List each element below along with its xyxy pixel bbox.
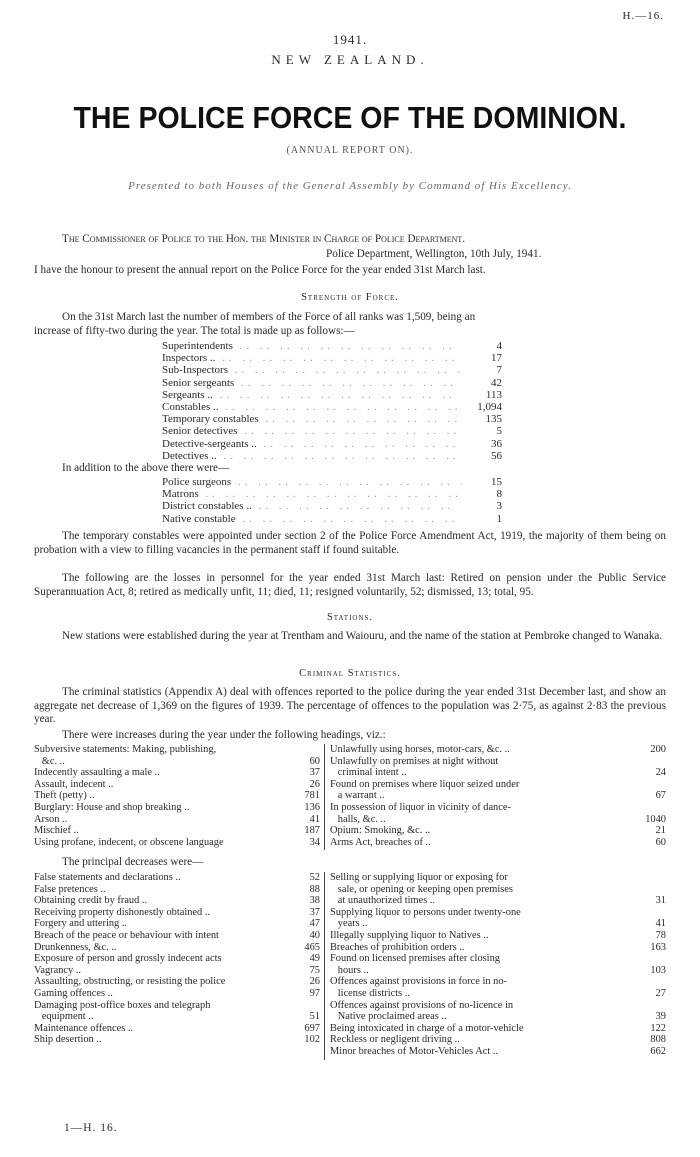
report-year: 1941. — [332, 32, 368, 47]
rank-row — [162, 438, 502, 450]
rank-value: 4 — [496, 340, 502, 352]
statistic-row — [34, 976, 320, 988]
offence-name: Offences against provisions of no-licence in — [330, 999, 514, 1011]
offence-name: Arson .. — [34, 813, 68, 825]
statistic-row — [330, 837, 666, 849]
page-subtitle: (ANNUAL REPORT ON). — [286, 145, 414, 156]
rank-row — [162, 340, 502, 352]
offence-name: Offences against provisions in force in no- — [330, 976, 507, 988]
rank-row — [162, 513, 502, 525]
rank-row — [162, 401, 502, 413]
offence-count: 187 — [304, 825, 320, 837]
stations-paragraph: New stations were established during the year at Trentham and Waiouru, and the name of the station at Pembroke changed to Wanaka. — [62, 630, 663, 642]
statistic-row — [330, 988, 666, 1000]
rank-value: 5 — [496, 425, 502, 438]
letter-address: Police Department, Wellington, 10th July, 1941. — [326, 248, 542, 260]
offence-count: 808 — [650, 1034, 666, 1046]
statistic-row — [330, 1046, 666, 1058]
rank-row — [162, 364, 502, 376]
rank-value: 135 — [485, 413, 502, 426]
rank-value: 36 — [491, 437, 502, 450]
offence-count: 200 — [650, 744, 666, 755]
offence-count — [638, 907, 666, 919]
statistic-row — [330, 779, 666, 791]
offence-count — [638, 976, 666, 988]
offence-name: Selling or supplying liquor or exposing for — [330, 872, 508, 883]
strength-heading: Strength of Force. — [301, 292, 399, 303]
strength-intro-line1: On the 31st March last the number of members of the Force of all ranks was 1,509, being an — [62, 311, 476, 323]
statistic-row — [330, 953, 666, 965]
offence-count: 102 — [304, 1034, 320, 1046]
offence-count: 60 — [655, 836, 666, 848]
rank-row — [162, 352, 502, 364]
statistic-row — [34, 965, 320, 977]
statistic-row — [330, 895, 666, 907]
rank-value: 1,094 — [477, 400, 502, 413]
offence-count: 52 — [309, 872, 320, 883]
offence-count: 97 — [309, 987, 320, 999]
statistic-row — [330, 802, 666, 814]
offence-count — [638, 756, 666, 768]
rank-name: Constables .. .. .. — [162, 401, 462, 413]
rank-value: 42 — [491, 376, 502, 389]
offence-name: Reckless or negligent driving .. — [330, 1034, 460, 1046]
rank-value: 17 — [491, 352, 502, 365]
statistic-row — [34, 790, 320, 802]
offence-name: Vagrancy .. — [34, 964, 82, 976]
statistic-row — [330, 1011, 666, 1023]
rank-name: Detectives .. .. .. — [162, 450, 462, 462]
rank-row — [162, 488, 502, 500]
offence-name: hours .. — [330, 964, 369, 976]
increases-right-column — [330, 744, 666, 848]
offence-name: Gaming offences .. — [34, 987, 113, 999]
increases-intro: There were increases during the year under the following headings, viz.: — [62, 729, 386, 741]
offence-name: Illegally supplying liquor to Natives .. — [330, 929, 489, 941]
ranks-list — [162, 340, 502, 462]
statistic-row — [34, 918, 320, 930]
offence-count: 75 — [309, 964, 320, 976]
offence-count: 465 — [304, 941, 320, 953]
offence-name: Being intoxicated in charge of a motor-vehicle — [330, 1022, 524, 1034]
offence-count — [292, 744, 320, 756]
statistic-row — [34, 953, 320, 965]
statistic-row — [34, 744, 320, 756]
offence-name: at unauthorized times .. — [330, 895, 436, 907]
column-divider — [324, 744, 325, 850]
rank-name: Sub-Inspectors .. .. — [162, 364, 462, 376]
offence-count: 37 — [309, 906, 320, 918]
rank-row — [162, 450, 502, 462]
statistic-row — [330, 884, 666, 896]
offence-count — [638, 1000, 666, 1012]
column-divider — [324, 872, 325, 1060]
statistic-row — [34, 884, 320, 896]
offence-count: 21 — [655, 825, 666, 837]
offence-name: Assaulting, obstructing, or resisting the police — [34, 976, 226, 988]
offence-count — [638, 872, 666, 884]
rank-name: Senior sergeants .. .. — [162, 377, 462, 389]
letter-opening: I have the honour to present the annual report on the Police Force for the year ended 31st March last. — [34, 264, 486, 276]
temporary-paragraph: The temporary constables were appointed under section 2 of the Police Force Amendment Act, 1919, the majority of them being on probation with a view to filling vacancies in the permanent staff if found suitable. — [34, 530, 666, 556]
offence-count: 78 — [655, 929, 666, 941]
offence-name: Unlawfully using horses, motor-cars, &c. .. — [330, 744, 510, 755]
rank-name: Senior detectives .. .. — [162, 425, 462, 437]
statistic-row — [330, 1034, 666, 1046]
offence-name: Maintenance offences .. — [34, 1022, 134, 1034]
offence-count: 24 — [655, 767, 666, 779]
rank-row — [162, 425, 502, 437]
rank-row — [162, 500, 502, 512]
offence-count: 67 — [655, 790, 666, 802]
statistic-row — [34, 779, 320, 791]
offence-name: &c. .. — [34, 755, 65, 767]
offence-name: Arms Act, breaches of .. — [330, 836, 431, 848]
offence-name: Supplying liquor to persons under twenty-one — [330, 906, 521, 918]
rank-row — [162, 476, 502, 488]
offence-count: 122 — [650, 1022, 666, 1034]
statistic-row — [34, 1000, 320, 1012]
rank-value: 15 — [491, 476, 502, 488]
statistic-row — [34, 825, 320, 837]
offence-count — [292, 1000, 320, 1012]
rank-name: Police surgeons .. .. — [162, 476, 462, 488]
offence-name: Found on premises where liquor seized under — [330, 778, 520, 790]
offence-count: 49 — [309, 953, 320, 965]
statistic-row — [330, 790, 666, 802]
offence-count — [638, 884, 666, 896]
offence-name: Breach of the peace or behaviour with intent — [34, 929, 219, 941]
offence-name: Obtaining credit by fraud .. — [34, 895, 148, 907]
offence-count: 103 — [650, 964, 666, 976]
offence-name: Exposure of person and grossly indecent acts — [34, 953, 222, 965]
statistic-row — [34, 930, 320, 942]
decreases-intro: The principal decreases were— — [62, 856, 204, 868]
statistic-row — [34, 767, 320, 779]
statistic-row — [330, 744, 666, 756]
offence-count: 39 — [655, 1011, 666, 1023]
offence-count: 27 — [655, 987, 666, 999]
offence-count: 60 — [309, 755, 320, 767]
rank-name: Native constable .. .. — [162, 513, 462, 525]
offence-name: Minor breaches of Motor-Vehicles Act .. — [330, 1045, 499, 1057]
statistic-row — [34, 872, 320, 884]
offence-name: Burglary: House and shop breaking .. — [34, 801, 190, 813]
presented-line: Presented to both Houses of the General Assembly by Command of His Excellency. — [128, 180, 572, 192]
stations-heading: Stations. — [326, 612, 374, 623]
statistic-row — [330, 1000, 666, 1012]
offence-name: Subversive statements: Making, publishing, — [34, 744, 217, 755]
country-name: NEW ZEALAND. — [271, 52, 429, 67]
offence-count: 136 — [304, 801, 320, 813]
offence-name: Damaging post-office boxes and telegraph — [34, 999, 211, 1011]
rank-name: Superintendents .. .. — [162, 340, 462, 352]
offence-count: 38 — [309, 895, 320, 907]
statistic-row — [34, 988, 320, 1000]
offence-count: 41 — [655, 918, 666, 930]
statistic-row — [330, 814, 666, 826]
offence-name: criminal intent .. — [330, 767, 407, 779]
rank-value: 113 — [485, 388, 502, 401]
offence-name: sale, or opening or keeping open premises — [330, 883, 513, 895]
offence-count: 40 — [309, 929, 320, 941]
offence-name: years .. — [330, 918, 368, 930]
statistic-row — [330, 767, 666, 779]
statistic-row — [34, 837, 320, 849]
offence-count: 697 — [304, 1022, 320, 1034]
rank-name: Detective-sergeants .. .. .. — [162, 438, 462, 450]
rank-row — [162, 389, 502, 401]
rank-value: 7 — [496, 364, 502, 377]
increases-left-column — [34, 744, 320, 848]
offence-count: 88 — [309, 883, 320, 895]
statistic-row — [34, 1023, 320, 1035]
statistic-row — [34, 756, 320, 768]
offence-name: Forgery and uttering .. — [34, 918, 128, 930]
offence-count: 31 — [655, 895, 666, 907]
offence-name: Unlawfully on premises at night without — [330, 755, 499, 767]
statistic-row — [330, 930, 666, 942]
offence-name: In possession of liquor in vicinity of dance- — [330, 801, 511, 813]
statistic-row — [330, 976, 666, 988]
offence-name: Drunkenness, &c. .. — [34, 941, 117, 953]
rank-name: Temporary constables .. .. — [162, 413, 462, 425]
letter-from-line: The Commissioner of Police to the Hon. the Minister in Charge of Police Department. — [62, 233, 466, 245]
rank-value: 3 — [496, 500, 502, 513]
rank-row — [162, 377, 502, 389]
statistic-row — [330, 1023, 666, 1035]
offence-name: Using profane, indecent, or obscene language — [34, 836, 224, 848]
offence-count: 41 — [309, 813, 320, 825]
offence-name: Mischief .. — [34, 825, 79, 837]
offence-count — [638, 953, 666, 965]
page-title: THE POLICE FORCE OF THE DOMINION. — [73, 100, 627, 135]
offence-count — [638, 779, 666, 791]
rank-name: District constables .. .. .. — [162, 500, 462, 512]
statistic-row — [330, 965, 666, 977]
rank-name: Inspectors .. .. .. — [162, 352, 462, 364]
offence-name: Indecently assaulting a male .. — [34, 767, 160, 779]
statistic-row — [330, 872, 666, 884]
offence-count: 26 — [309, 976, 320, 988]
losses-paragraph: The following are the losses in personnel for the year ended 31st March last: Retired on pension under the Public Service Superannuation Act, 8; retired as medically unfit, 11; died, 11; resigned voluntarily, 52; dismissed, 13; total, 95. — [34, 572, 666, 598]
offence-name: Breaches of prohibition orders .. — [330, 941, 465, 953]
offence-count: 51 — [309, 1011, 320, 1023]
criminal-heading: Criminal Statistics. — [299, 668, 401, 679]
statistic-row — [34, 942, 320, 954]
offence-count: 662 — [650, 1045, 666, 1057]
addition-label: In addition to the above there were— — [62, 462, 230, 474]
offence-name: Assault, indecent .. — [34, 778, 114, 790]
statistic-row — [34, 814, 320, 826]
statistic-row — [34, 1034, 320, 1046]
offence-name: Native proclaimed areas .. — [330, 1011, 447, 1023]
statistic-row — [330, 825, 666, 837]
strength-intro-line2: increase of fifty-two during the year. The total is made up as follows:— — [34, 325, 355, 337]
report-reference: H.—16. — [622, 10, 664, 22]
offence-name: Ship desertion .. — [34, 1034, 102, 1046]
offence-name: license districts .. — [330, 987, 410, 999]
criminal-paragraph: The criminal statistics (Appendix A) deal with offences reported to the police during the year ended 31st December last, and show an aggregate net decrease of 1,369 on the figures of 1939. The percentage of offences to the population was 2·75, as against 2·83 the previous year. — [34, 686, 666, 725]
statistic-row — [330, 942, 666, 954]
offence-name: equipment .. — [34, 1011, 94, 1023]
offence-name: Theft (petty) .. — [34, 790, 95, 802]
offence-name: Receiving property dishonestly obtained .. — [34, 906, 211, 918]
rank-name: Sergeants .. .. .. — [162, 389, 462, 401]
offence-count: 37 — [309, 767, 320, 779]
statistic-row — [34, 907, 320, 919]
rank-value: 56 — [491, 449, 502, 462]
additional-list — [162, 476, 502, 525]
offence-count: 34 — [309, 836, 320, 848]
statistic-row — [34, 1011, 320, 1023]
rank-value: 1 — [496, 512, 502, 525]
offence-name: a warrant .. — [330, 790, 385, 802]
offence-name: False pretences .. — [34, 883, 106, 895]
offence-count: 26 — [309, 778, 320, 790]
offence-count: 163 — [650, 941, 666, 953]
offence-count: 1040 — [645, 813, 666, 825]
offence-count: 47 — [309, 918, 320, 930]
page-footer: 1—H. 16. — [64, 1122, 118, 1134]
rank-row — [162, 413, 502, 425]
offence-count: 781 — [304, 790, 320, 802]
offence-name: Opium: Smoking, &c. .. — [330, 825, 431, 837]
statistic-row — [34, 802, 320, 814]
statistic-row — [330, 756, 666, 768]
decreases-right-column — [330, 872, 666, 1058]
decreases-left-column — [34, 872, 320, 1046]
rank-name: Matrons .. .. — [162, 488, 462, 500]
offence-name: halls, &c. .. — [330, 813, 386, 825]
statistic-row — [34, 895, 320, 907]
statistic-row — [330, 918, 666, 930]
rank-value: 8 — [496, 488, 502, 501]
offence-count — [638, 802, 666, 814]
offence-name: False statements and declarations .. — [34, 872, 181, 883]
offence-name: Found on licensed premises after closing — [330, 953, 500, 965]
statistic-row — [330, 907, 666, 919]
